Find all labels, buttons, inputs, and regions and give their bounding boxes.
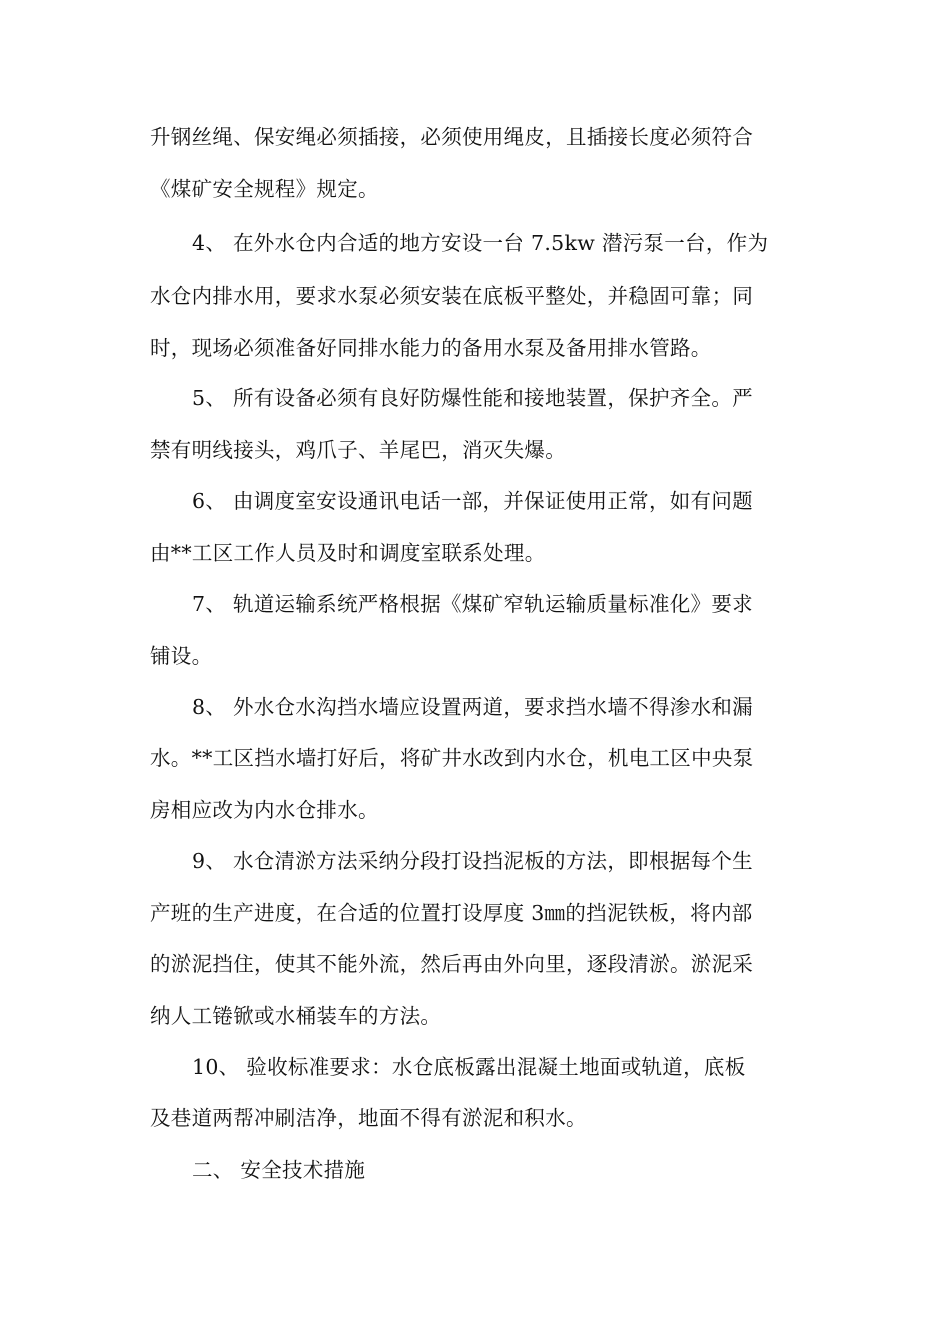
text-line: 《煤矿安全规程》规定。 [150, 177, 379, 201]
text-line: 升钢丝绳、保安绳必须插接，必须使用绳皮，且插接长度必须符合 [150, 125, 754, 149]
text-line: 水仓内排水用，要求水泵必须安装在底板平整处，并稳固可靠；同 [150, 284, 754, 308]
paragraph-item-10: 10、 验收标准要求：水仓底板露出混凝土地面或轨道，底板 [192, 1055, 746, 1079]
paragraph-item-5: 5、 所有设备必须有良好防爆性能和接地装置，保护齐全。严 [192, 386, 753, 410]
text-line: 的淤泥挡住，使其不能外流，然后再由外向里，逐段清淤。淤泥采 [150, 952, 754, 976]
text-line: 纳人工锩锨或水桶装车的方法。 [150, 1004, 442, 1028]
text-line: 由**工区工作人员及时和调度室联系处理。 [150, 541, 546, 565]
text-line: 铺设。 [150, 644, 213, 668]
text-line: 时，现场必须准备好同排水能力的备用水泵及备用排水管路。 [150, 336, 712, 360]
paragraph-item-7: 7、 轨道运输系统严格根据《煤矿窄轨运输质量标准化》要求 [192, 592, 753, 616]
text-line: 及巷道两帮冲刷洁净，地面不得有淤泥和积水。 [150, 1106, 587, 1130]
text-line: 产班的生产进度，在合适的位置打设厚度 3㎜的挡泥铁板，将内部 [150, 901, 753, 925]
paragraph-item-6: 6、 由调度室安设通讯电话一部，并保证使用正常，如有问题 [192, 489, 753, 513]
paragraph-item-8: 8、 外水仓水沟挡水墙应设置两道，要求挡水墙不得渗水和漏 [192, 695, 753, 719]
paragraph-item-4: 4、 在外水仓内合适的地方安设一台 7.5kw 潜污泵一台，作为 [192, 231, 769, 255]
text-line: 水。**工区挡水墙打好后，将矿井水改到内水仓，机电工区中央泵 [150, 746, 754, 770]
paragraph-item-9: 9、 水仓清淤方法采纳分段打设挡泥板的方法，即根据每个生 [192, 849, 753, 873]
text-line: 房相应改为内水仓排水。 [150, 798, 379, 822]
section-heading: 二、 安全技术措施 [192, 1158, 366, 1182]
text-line: 禁有明线接头，鸡爪子、羊尾巴，消灭失爆。 [150, 438, 566, 462]
